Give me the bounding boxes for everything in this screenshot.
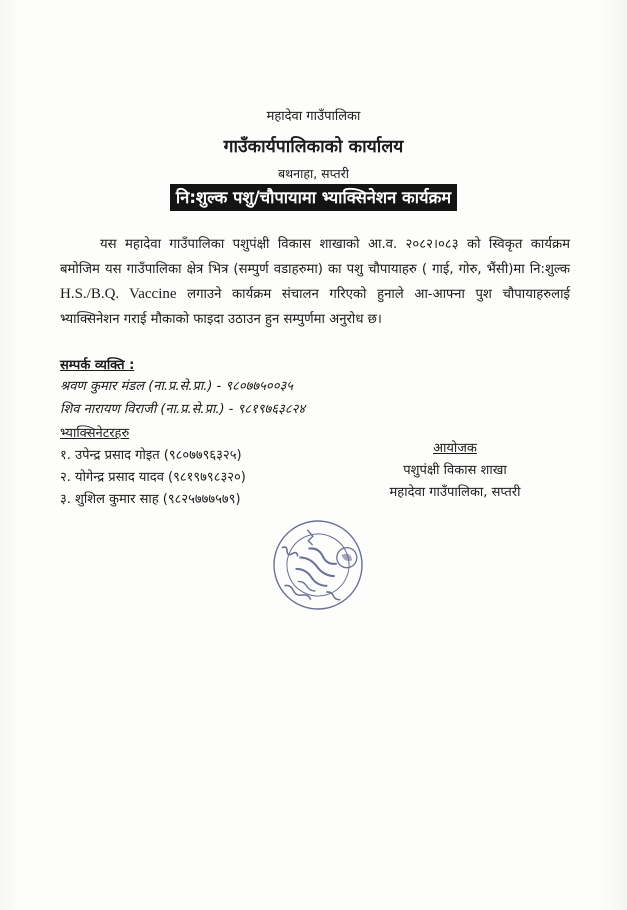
organizer-title: आयोजक — [433, 441, 477, 456]
official-stamp — [268, 515, 368, 615]
contact-person-1: श्रवण कुमार मंडल (ना.प्र.से.प्रा.) - ९८०७७५००३५ — [60, 379, 293, 394]
vaccinators-label: भ्याक्सिनेटरहरु — [60, 426, 130, 441]
organizer-municipality: महादेवा गाउँपालिका, सप्तरी — [389, 485, 521, 500]
notice-body-part2: लगाउने कार्यक्रम संचालन गरिएको हुनाले आ-आफ्ना पुश चौपायाहरुलाई भ्याक्सिनेशन गराई मौकाको फाइदा उठाउन हुन सम्पुर्णमा अनुरोध छ। — [60, 287, 570, 327]
office-address: बथनाहा, सप्तरी — [278, 166, 349, 181]
organizer-branch: पशुपंक्षी विकास शाखा — [403, 463, 507, 478]
municipality-name: महादेवा गाउँपालिका — [266, 109, 361, 124]
program-title-banner: नि:शुल्क पशु/चौपायामा भ्याक्सिनेशन कार्यक्रम — [170, 184, 457, 211]
vaccinator-3: ३. शुशिल कुमार साह (९८२५७७७५७९) — [60, 492, 241, 507]
notice-body-part1: यस महादेवा गाउँपालिका पशुपंक्षी विकास शाखाको आ.व. २०८२।०८३ को स्विकृत कार्यक्रम बमोजिम यस गाउँपालिका क्षेत्र भित्र (सम्पुर्ण वडाहरुमा) का पशु चौपायाहरु ( गाई, गोरु, भैंसी)मा नि:शुल्क — [60, 237, 570, 277]
banner-row — [0, 184, 627, 211]
contact-person-2: शिव नारायण विराजी (ना.प्र.से.प्रा.) - ९८१९७६३८२४ — [60, 402, 306, 417]
office-title: गाउँकार्यपालिकाको कार्यालय — [223, 137, 404, 157]
organizer-block — [355, 438, 555, 504]
vaccinator-2: २. योगेन्द्र प्रसाद यादव (९८१९७९८३२०) — [60, 470, 246, 485]
stamp-seal-icon — [268, 515, 368, 615]
vaccinator-1: १. उपेन्द्र प्रसाद गोइत (९८०७७९६३२५) — [60, 448, 242, 463]
vaccine-name: H.S./B.Q. Vaccine — [60, 286, 177, 302]
contact-persons-label: सम्पर्क व्यक्ति : — [60, 358, 135, 373]
notice-body — [60, 233, 570, 332]
